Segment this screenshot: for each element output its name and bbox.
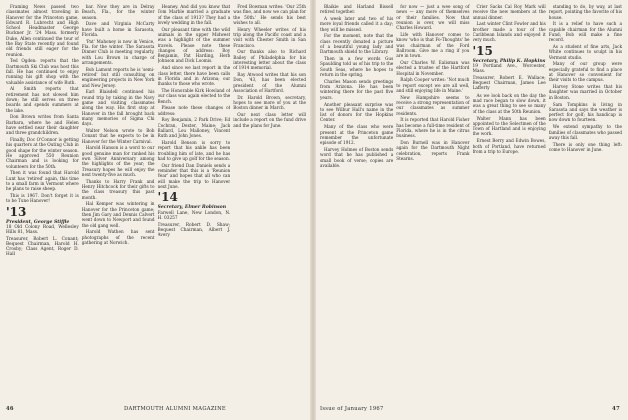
paragraph: It is a relief to have such a capable chairman for the Alumni Fund; Bob will make a fine record. <box>548 21 622 43</box>
class-officers: Treasurer, Robert D. Shaw; Bequest Chairman, Albert J. Avery <box>157 222 231 238</box>
paragraph: Don Brown writes from Santa Barbara, where he and Helen have settled near their daughter and three grandchildren. <box>6 114 79 136</box>
paragraph: Our friend Dan Daniels sends a reminder that this is a 'Reunion Year' and hopes that all who can will make the trip to Hanover next June. <box>157 162 231 189</box>
paragraph: Walter Mann has been appointed to the Selectmen of the Town of Hartland and is enjoying the work. <box>472 115 546 137</box>
class-address: 19 Portland Ave., Worcester, Mass. <box>472 63 546 74</box>
paragraph: standing to do, by way, at last report, pointing the favorite of his house. <box>548 4 622 20</box>
paragraph: Dave and Virginia McCarty have built a home in Sarasota, Florida. <box>81 21 155 37</box>
paragraph: Fred Bowman writes: 'Our 25th was fine, and now we can plan for the 50th.' He sends his best wishes to all. <box>233 4 306 25</box>
page-number: 46 <box>6 406 14 412</box>
magazine-title: DARTMOUTH ALUMNI MAGAZINE <box>124 406 227 412</box>
class-secretary: Secretary, Elmer Robinson <box>157 205 227 211</box>
right-column-3 <box>473 4 546 402</box>
right-column-4 <box>549 4 622 402</box>
class-officers: Treasurer, Robert L. Conant; Bequest Chairman, Harold H. Crosby; Class Agent, Roger D. Hall <box>6 236 79 257</box>
paragraph: It is reported that Harold Fisher has become a full-time resident of Florida, where he is in the citrus business. <box>396 117 470 139</box>
left-footer <box>2 404 308 414</box>
class-secretary: President, George Stiffle <box>6 219 70 225</box>
class-note-15 <box>472 43 546 91</box>
left-column-2 <box>82 4 155 402</box>
class-officers: Treasurer, Robert E. Wallace; Bequest Chairman, James Lee Lafferty <box>472 75 546 91</box>
right-footer <box>318 404 626 414</box>
paragraph: As we look back on the day the mad race began to slow down, it was a great thing to see so many of the class at the 50th Reunion. <box>472 92 546 114</box>
paragraph: Framing News passed two classmates almost traveling in Hanover for the Princeton game, Edward R. Lubrecht and High School Headmaster George Buckner Jr. '24 Mass. formerly Duke, Allen continued the tour of the Bay State recently and found old friends still eager for the reunion. <box>6 4 79 57</box>
class-note-13 <box>6 204 79 257</box>
left-column-1 <box>6 4 79 402</box>
paragraph: Roy Benjamin, 2 Park Drive; Ed Cochran, Dexter, Maine; Jack Ballard, Lou Malloney, Vincent Ruth and John Jones. <box>157 117 231 139</box>
paragraph: Our thanks also to Richard Bailey of Philadelphia for his interesting letter about the class of 1914 memorial. <box>233 49 306 71</box>
class-address: 18 Old Colony Road, Wellesley Hills 81, Mass. <box>6 224 79 235</box>
paragraph: There is only one thing left: come to Hanover in June. <box>548 141 622 152</box>
paragraph: Harold Wathen has sent photographs of the recent gathering at Norwich. <box>81 229 155 245</box>
paragraph: 'Pat' Mahoney is now in Venice, Fla. for the winter. The Sarasota Dinner Club is meeting regularly, with Lou Brown in charge of arrangements. <box>81 38 155 65</box>
paragraph: Ray Atwood writes that his son Don, '43, has been elected president of the Alumni Association of Hartford. <box>233 72 306 93</box>
paragraph: Many of our group were especially grateful to find a place at Hanover so convenient for their visits to the campus. <box>548 61 622 83</box>
paragraph: Harold Benson is sorry to report that his ankle has been troubling him of late, and he has had to give up golf for the season. <box>157 140 231 162</box>
paragraph: Our Charles W. Ealisman was elected a trustee of the Hartford Hospital in November. <box>396 59 470 76</box>
paragraph: Finally, Doc O'Connor is getting his quarters at the Outing Club in good shape for the winter season. He approved 550 Reunion Chairman and is looking for volunteers for the 50th. <box>6 137 79 169</box>
paragraph: Blaikie and Harland Bissell retired together. <box>320 4 394 15</box>
paragraph: Life with Hanover comes to know 'who is that Fo-Thoughts' he was chairman of the Ford Ballroom. Give me a ring if you are in town. <box>396 31 470 59</box>
paragraph: Our pleasant time with the wild animals in the upper Midwest was a highlight of the summer travels. Please note these changes of address: Roy Benjamin, Pat Harding, Herb Johnson and Dick Loomis. <box>157 26 231 64</box>
paragraph: Our next class letter will include a report on the fund drive and the plans for June. <box>233 112 306 128</box>
class-year: '15 <box>472 43 493 58</box>
paragraph: Ralph Cooper writes: 'Not much to report except we are all well, and still enjoying life in Maine.' <box>396 77 470 93</box>
paragraph: Then it was found that Harold Lunt has 'retired' again, this time to a small farm in Vermont where he plans to raise sheep. <box>6 170 79 192</box>
paragraph: Bob Lamont reports he is 'semi-retired' but still consulting on engineering projects in New York and New Jersey. <box>81 66 155 88</box>
right-page <box>318 4 626 416</box>
class-note-14 <box>158 192 231 237</box>
left-page <box>2 4 308 416</box>
paragraph: Al Smith reports that retirement has not slowed him down; he still serves on three boards and spends summers at the lake. <box>6 86 79 113</box>
paragraph: Harold Hanson is a word to our good genuine man for ranked his own Silver Anniversary among the highlights of the year; the Treasury hopes he will enjoy the next twenty-five as much. <box>81 145 155 177</box>
paragraph: Harvey Stone writes that his daughter was married in October in Boston. <box>548 84 622 100</box>
paragraph: Sam Tompkins is living in Sarasota and says the weather is perfect for golf; his handicap is now down to fourteen. <box>548 101 622 123</box>
left-column-3 <box>158 4 231 402</box>
paragraph: New Hampshire seems to receive a strong representation of our classmates as summer residents. <box>396 94 470 116</box>
paragraph: Many of the class who were present at the Princeton game remember the unfortunate episode of 1912. <box>320 124 394 146</box>
paragraph: The Honorable Kirk Howland of our class was again elected to the Bench. <box>157 87 231 104</box>
paragraph: We extend sympathy to the families of classmates who passed away this fall. <box>548 124 622 140</box>
right-column-2 <box>396 4 469 402</box>
page-gutter <box>310 0 316 420</box>
page-number: 47 <box>612 406 620 412</box>
paragraph: Please note these changes of address: <box>157 105 231 116</box>
paragraph: Thanks to Harry Frank and Henry Hitchcock for their gifts to the class treasury this past month. <box>81 178 155 200</box>
paragraph: Don Burnell was in Hanover again for the Dartmouth Night celebration, reports Frank Stearns. <box>396 140 470 162</box>
paragraph: Walter Nelson wrote to Bob Conant that he expects to be in Hanover for the Winter Carnival. <box>81 128 155 144</box>
paragraph: This is 1967. Don't forget it is to be Tune Hanover! <box>6 193 79 204</box>
paragraph: As a student of fine arts, Jack White continues to sculpt in his Vermont studio. <box>548 44 622 60</box>
paragraph: Heaney. And did you know that Tom Marble married a graduate of the class of 1913? They had a lovely wedding in the fall. <box>157 4 231 25</box>
paragraph: Charles Mason sends greetings from Arizona. He has been wintering there for the past five years. <box>320 78 394 100</box>
paragraph: Henry Wheeler writes of his trip along the Pacific coast and a visit with Chester Smith in San Francisco. <box>233 26 306 48</box>
paragraph: Dr. Harold Brown, secretary, hopes to see more of you at the Boston dinner in March. <box>233 94 306 111</box>
class-address: Farwell Lane, New London, N. H. 03257 <box>157 210 231 221</box>
paragraph: for now — just a wee song of news — any more of themselves or their families. Now that reunion is over, we will miss Charles Howard. <box>396 4 470 31</box>
paragraph: Earl Blaisdell continued his round trip by taking in the Navy game and visiting classmates along the way. His first stop at Hanover in the fall brought back many memories of Sigma Chi days. <box>81 89 155 127</box>
left-column-4 <box>233 4 306 402</box>
paragraph: bar. Now they are in Delray Beach, Fla., for the winter season. <box>81 4 155 20</box>
class-year: '13 <box>6 204 27 219</box>
paragraph: For the moment, note that the class recently donated a picture of a beautiful young lady and Dartmouth shield to the Library. <box>320 33 394 55</box>
paragraph: Ernest Berry and Edwin Bowes, both of Portland, have returned from a trip to Europe. <box>472 138 546 154</box>
paragraph: Another pleasant surprise was to see Wilbur Hall's name in the list of donors for the Hopkins Center. <box>320 101 394 123</box>
class-secretary: Secretary, Philip K. Hopkins <box>472 58 546 64</box>
paragraph: Ted Ogden: reports that the Dartmouth Ski Club was host this fall. He has continued to enjoy running his gift shop with the valuable assistance of wife Ruth. <box>6 58 79 85</box>
paragraph: Harvey Holmes of Boston sends word that he has published a small book of verse; copies are available. <box>320 146 394 168</box>
right-column-1 <box>320 4 393 402</box>
paragraph: A week later and two of his more loyal friends called it a day; they will be missed. <box>320 16 394 32</box>
paragraph: Then in a few words Gus Spaulding told us of his trip to the South Seas, where he hopes to return in the spring. <box>320 56 394 78</box>
paragraph: Crier Sacks Cal Roy Mark will receive the new members at the annual dinner. <box>472 4 546 20</box>
paragraph: Last winter Clint Fowler and his brother made a tour of the Caribbean Islands and enjoyed it very much. <box>472 21 546 43</box>
paragraph: And since we last report in the class letter, there have been calls in Florida and in Arizona; our thanks to those who wrote. <box>157 65 231 87</box>
class-year: '14 <box>157 190 178 205</box>
paragraph: Hal Kemper was wintering in Hanover for the Princeton game; then Jim Gary and Dennis Calvert went down to Newport and found the old gang well. <box>81 201 155 228</box>
issue-date: Issue of January 1967 <box>320 406 384 412</box>
